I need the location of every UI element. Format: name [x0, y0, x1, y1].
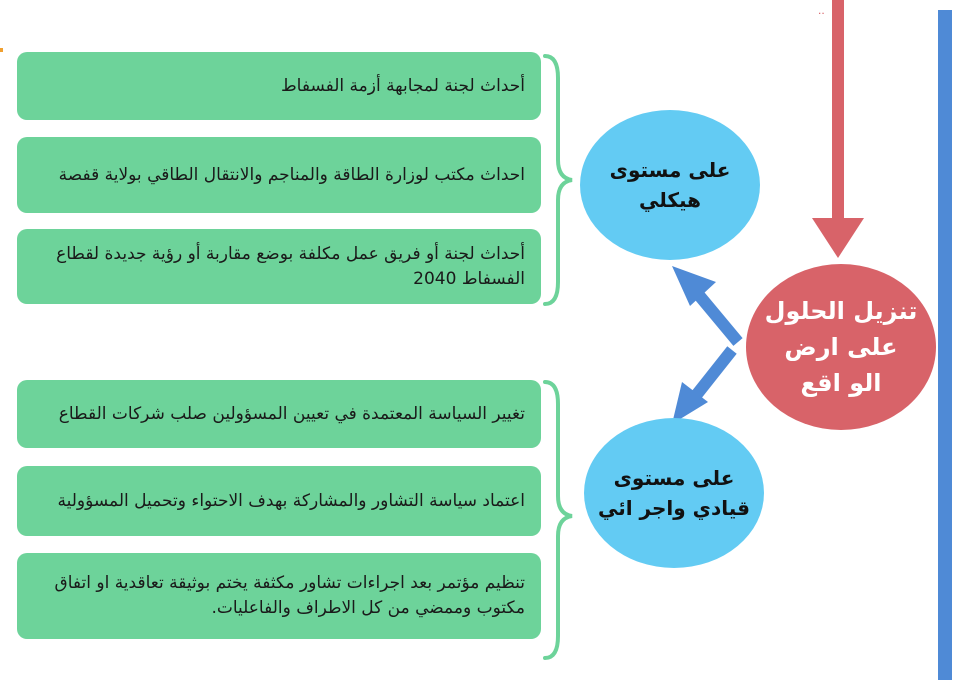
bottom-item-2-text: اعتماد سياسة التشاور والمشاركة بهدف الاحتواء وتحميل المسؤولية — [57, 490, 525, 511]
blue-arrow-up — [698, 294, 738, 342]
center-solution-circle — [746, 264, 936, 430]
bottom-level-circle-label: على مستوى قيادي واجر ائي — [597, 466, 751, 520]
bottom-item-1-text: تغيير السياسة المعتمدة في تعيين المسؤولين صلب شركات القطاع — [58, 403, 525, 424]
center-solution-circle-label: تنزيل الحلول على ارض الو اقع — [764, 297, 918, 397]
top-edge-fragment-mark: .. — [818, 3, 825, 17]
top-item-3-text: أحداث لجنة أو فريق عمل مكلفة بوضع مقاربة أو رؤية جديدة لقطاع الفسفاط 2040 — [56, 243, 525, 289]
bottom-item-3-text: تنظيم مؤتمر بعد اجراءات تشاور مكثفة يختم بوثيقة تعاقدية او اتفاق مكتوب وممضي من كل الاطراف والفاعليات. — [54, 573, 525, 618]
left-edge-mark — [0, 48, 3, 52]
red-arrow-head — [812, 218, 864, 258]
bottom-level-circle — [584, 418, 764, 568]
right-vertical-bar — [938, 10, 952, 680]
blue-arrow-down — [694, 350, 732, 398]
red-arrow-shaft — [832, 0, 844, 222]
bottom-bracket — [545, 382, 572, 658]
top-item-1-text: أحداث لجنة لمجابهة أزمة الفسفاط — [280, 75, 525, 96]
top-item-2-text: احداث مكتب لوزارة الطاقة والمناجم والانتقال الطاقي بولاية قفصة — [58, 164, 525, 185]
top-bracket — [545, 56, 572, 304]
top-level-circle — [580, 110, 760, 260]
top-level-circle-label: على مستوى هيكلي — [609, 158, 731, 212]
